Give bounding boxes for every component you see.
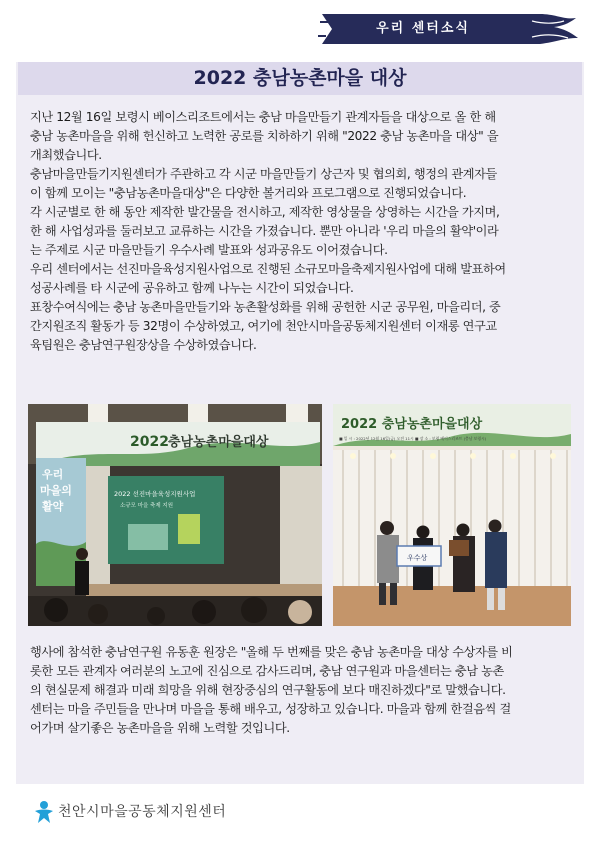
body-line: 이 함께 모이는 "충남농촌마을대상"은 다양한 볼거리와 프로그램으로 진행되었습니다.	[30, 186, 467, 200]
article-closing	[30, 643, 576, 738]
closing-line: 어가며 살기좋은 농촌마을을 위해 노력할 것입니다.	[30, 721, 290, 735]
article-body	[30, 108, 576, 355]
body-line: 성공사례를 타 시군에 공유하고 함께 나누는 시간이 되었습니다.	[30, 281, 354, 295]
body-line: 충남마을만들기지원센터가 주관하고 각 시군 마을만들기 상근자 및 협의회, 행정의 관계자들	[30, 167, 497, 181]
body-line: 우리 센터에서는 선진마을육성지원사업으로 진행된 소규모마을축제지원사업에 대해 발표하여	[30, 262, 506, 276]
closing-line: 센터는 마을 주민들을 만나며 마을을 통해 배우고, 성장하고 있습니다. 마을과 함께 한걸음씩 걸	[30, 702, 511, 716]
banner-title: 충남농촌마을대상	[168, 435, 269, 450]
presentation-photo-art	[28, 404, 322, 626]
section-ribbon	[318, 12, 580, 46]
award-photo-art	[333, 404, 571, 626]
award-banner-subtitle: ■ 일 시 : 2022년 12월 16일(금) 오전 11시 ■ 장 소 : 보령 베이스리조트 (충남 보령시)	[339, 436, 487, 441]
section-label: 우리 센터소식	[376, 21, 470, 36]
org-name: 천안시마을공동체지원센터	[58, 804, 227, 820]
side-banner-line: 우리	[42, 468, 64, 481]
body-line: 충남 농촌마을을 위해 헌신하고 노력한 공로를 치하하기 위해 "2022 충남 농촌마을 대상" 을	[30, 129, 499, 143]
side-banner-line: 활약	[42, 500, 64, 513]
body-line: 한 해 사업성과를 둘러보고 교류하는 시간을 가졌습니다. 뿐만 아니라 '우리 마을의 활약'이라	[30, 224, 499, 238]
screen-title: 2022 선진마을육성지원사업	[114, 490, 196, 498]
article-title: 2022 충남농촌마을 대상	[193, 67, 407, 89]
closing-line: 의 현실문제 해결과 미래 희망을 위해 현장중심의 연구활동에 보다 매진하겠다"로 말했습니다.	[30, 683, 506, 697]
closing-line: 행사에 참석한 충남연구원 유동훈 원장은 "올해 두 번째를 맞은 충남 농촌마을 대상 수상자를 비	[30, 645, 513, 659]
banner-year: 2022	[130, 434, 169, 450]
body-line: 각 시군별로 한 해 동안 제작한 발간물을 전시하고, 제작한 영상물을 상영하는 시간을 가지며,	[30, 205, 500, 219]
side-banner-line: 마을의	[40, 484, 72, 497]
certificate-label: 우수상	[407, 554, 428, 562]
event-photo-presentation	[28, 404, 322, 626]
body-line: 개최했습니다.	[30, 148, 102, 162]
title-band	[18, 62, 582, 95]
body-line: 육팀원은 충남연구원장상을 수상하였습니다.	[30, 338, 257, 352]
body-line: 는 주제로 시군 마을만들기 우수사례 발표와 성과공유도 이어졌습니다.	[30, 243, 388, 257]
org-logo-icon	[33, 800, 57, 824]
event-photo-award	[333, 404, 571, 626]
body-line: 지난 12월 16일 보령시 베이스리조트에서는 충남 마을만들기 관계자들을 대상으로 올 한 해	[30, 110, 496, 124]
person-logo-icon	[33, 800, 57, 824]
award-banner-title: 2022 충남농촌마을대상	[341, 417, 483, 432]
screen-subtitle: 소규모 마을 축제 지원	[120, 503, 174, 509]
body-line: 간지원조직 활동가 등 32명이 수상하였고, 여기에 천안시마을공동체지원센터 이재롱 연구교	[30, 319, 497, 333]
body-line: 표창수여식에는 충남 농촌마을만들기와 농촌활성화를 위해 공헌한 시군 공무원, 마을리더, 중	[30, 300, 501, 314]
closing-line: 롯한 모든 관계자 여러분의 노고에 진심으로 감사드리며, 충남 연구원과 마을센터는 충남 농촌	[30, 664, 504, 678]
